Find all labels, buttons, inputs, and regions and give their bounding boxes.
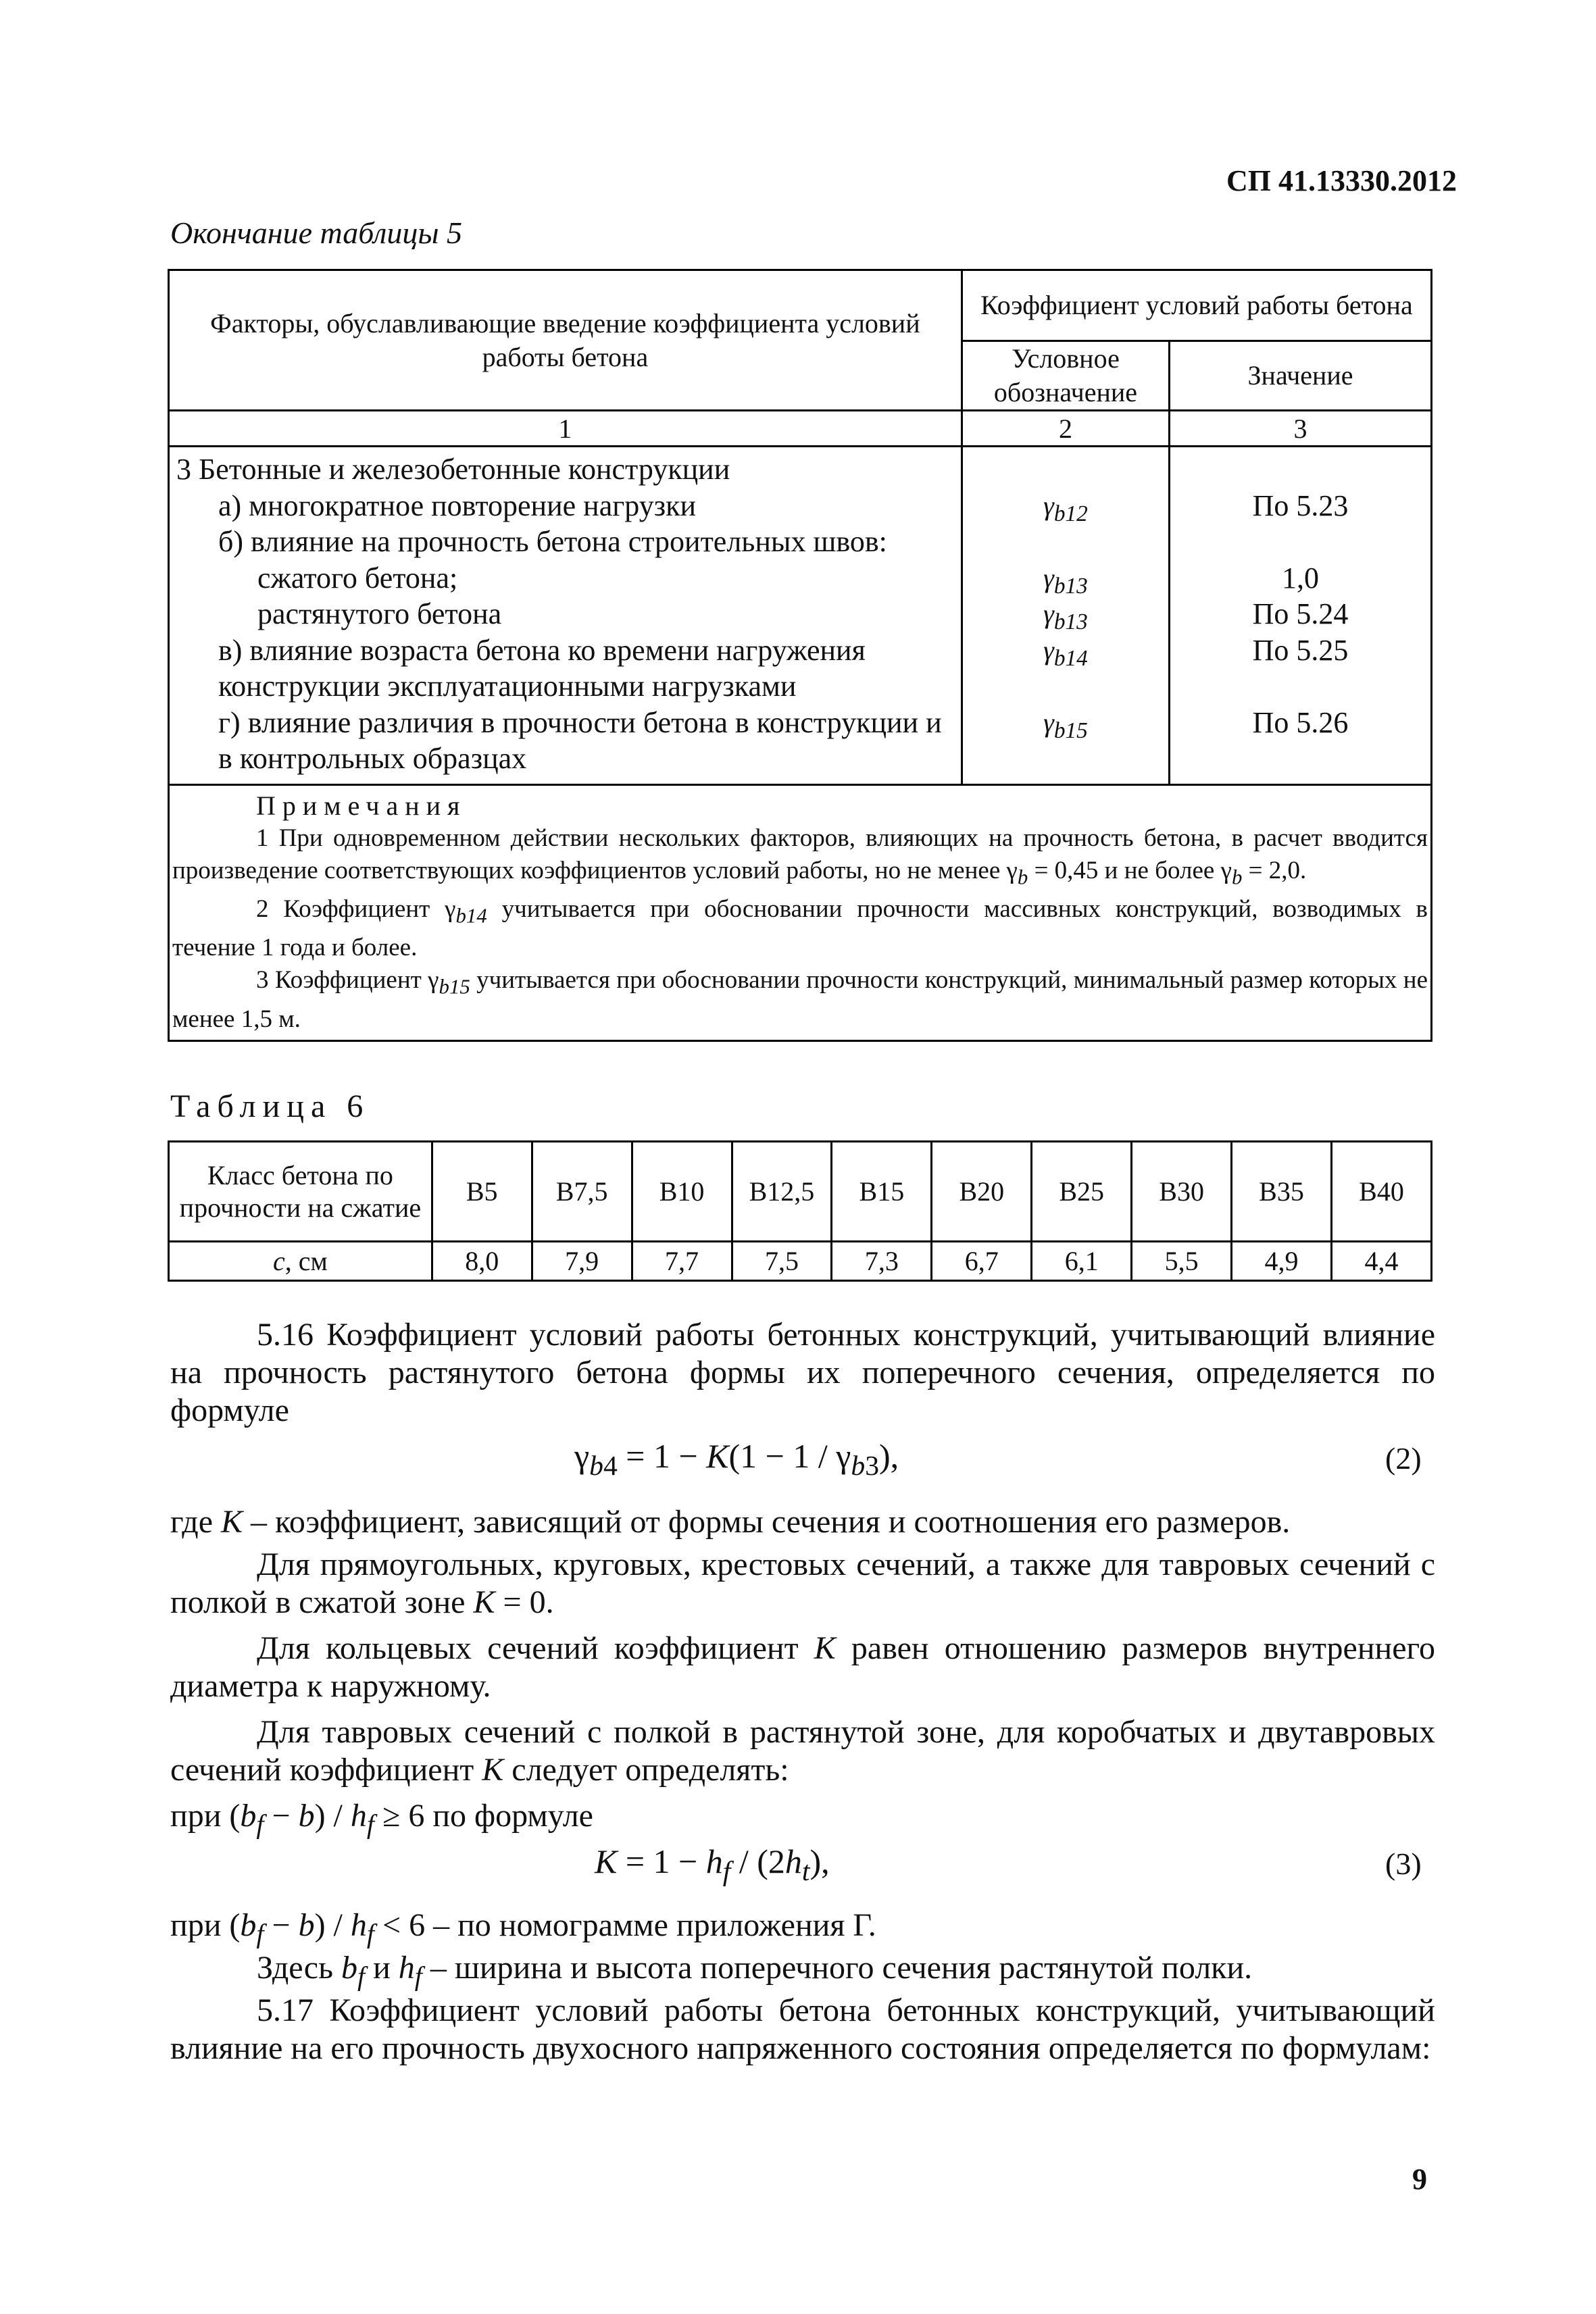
- t5-symbol-0: [970, 451, 1162, 488]
- t5-symbol-4: $\gamma_{b13}$: [1043, 599, 1088, 634]
- t6-value-3: 7,5: [732, 1242, 832, 1281]
- t5-factors-cell: [169, 447, 962, 785]
- paragraph-5-16: 5.16 Коэффициент условий работы бетонных конструкций, учитывающий влияние на прочность растянутого бетона формы их поперечного сечения, определяется по формуле: [170, 1317, 1435, 1428]
- t6-value-8: 4,9: [1232, 1242, 1332, 1281]
- t5-value-1: По 5.23: [1252, 488, 1349, 522]
- t5-value-2: [1177, 524, 1424, 560]
- note-3: 3 Коэффициент $\gamma_{b15}$ учитывается при обосновании прочности конструкций, минимальный размер которых не менее 1,5 м.: [172, 966, 1428, 1033]
- t6-class-4: B15: [832, 1142, 932, 1242]
- paragraph-5-17: 5.17 Коэффициент условий работы бетона бетонных конструкций, учитывающий влияние на его прочность двухосного напряженного состояния определяется по формулам:: [170, 1992, 1435, 2066]
- t6-value-7: 5,5: [1132, 1242, 1232, 1281]
- formula-2-number: (2): [1385, 1441, 1422, 1476]
- notes-title: Примечания: [256, 790, 467, 821]
- t5-symbol-5: $\gamma_{b14}$: [1043, 634, 1088, 671]
- t5-value-0: [1177, 451, 1424, 488]
- t5-factor-1: а) многократное повторение нагрузки: [218, 488, 697, 522]
- t5-value-4: По 5.24: [1252, 597, 1349, 630]
- table-5: [168, 269, 1432, 1042]
- t5-factor-0: 3 Бетонные и железобетонные конструкции: [176, 453, 730, 486]
- t6-value-1: 7,9: [532, 1242, 632, 1281]
- t5-values-cell: [1170, 447, 1432, 785]
- t5-colnum-3: 3: [1170, 411, 1432, 447]
- para-here: Здесь $b_f$ и $h_f$ – ширина и высота поперечного сечения растянутой полки.: [257, 1950, 1253, 1992]
- table6-caption: Таблица 6: [170, 1088, 370, 1124]
- t5-value-3: 1,0: [1282, 561, 1320, 595]
- formula-3-number: (3): [1385, 1846, 1422, 1881]
- document-code: СП 41.13330.2012: [1226, 164, 1457, 197]
- t6-row-label: c, см: [169, 1242, 432, 1281]
- para-rect: Для прямоугольных, круговых, крестовых сечений, а также для тавровых сечений с полкой в сжатой зоне K = 0.: [170, 1546, 1435, 1620]
- t5-colnum-1: 1: [169, 411, 962, 447]
- t5-value-8: [1177, 740, 1424, 777]
- t5-value-5: По 5.25: [1252, 633, 1349, 667]
- t6-class-9: B40: [1331, 1142, 1431, 1242]
- t6-value-5: 6,7: [932, 1242, 1032, 1281]
- t5-factor-6: конструкции эксплуатационными нагрузками: [218, 670, 797, 703]
- t6-values-row: [169, 1242, 1432, 1281]
- formula-3: $K = 1 - h_f / (2h_t)$,: [595, 1842, 830, 1887]
- t5-symbol-8: [970, 740, 1162, 777]
- t6-class-3: B12,5: [732, 1142, 832, 1242]
- page-number: 9: [1412, 2163, 1427, 2196]
- t5-symbol-3: $\gamma_{b13}$: [1043, 562, 1088, 599]
- t5-symbol-1: $\gamma_{b12}$: [1043, 490, 1088, 526]
- where-k: где K – коэффициент, зависящий от формы сечения и соотношения его размеров.: [170, 1504, 1291, 1540]
- t5-notes: [169, 784, 1432, 1040]
- para-ring: Для кольцевых сечений коэффициент K равен отношению размеров внутреннего диаметра к наружному.: [170, 1630, 1435, 1704]
- t6-value-9: 4,4: [1331, 1242, 1431, 1281]
- table5-caption: Окончание таблицы 5: [170, 216, 462, 250]
- table-6: [168, 1140, 1432, 1282]
- t5-symbols-cell: [962, 447, 1169, 785]
- t6-value-4: 7,3: [832, 1242, 932, 1281]
- t5-symbol-6: [970, 668, 1162, 705]
- t5-col3-header: Значение: [1170, 341, 1432, 411]
- t6-class-5: B20: [932, 1142, 1032, 1242]
- formula-2: $\gamma_{b4} = 1 - K(1 - 1 / \gamma_{b3})$,: [574, 1437, 899, 1482]
- t6-value-0: 8,0: [432, 1242, 532, 1281]
- t5-factor-4: растянутого бетона: [257, 597, 502, 630]
- t6-value-6: 6,1: [1032, 1242, 1132, 1281]
- t6-class-8: B35: [1232, 1142, 1332, 1242]
- t5-symbol-2: [970, 524, 1162, 560]
- t5-col2-header: Условное обозначение: [962, 341, 1169, 411]
- t6-header-row: [169, 1142, 1432, 1242]
- t5-factor-7: г) влияние различия в прочности бетона в конструкции и: [218, 705, 942, 739]
- t6-class-7: B30: [1132, 1142, 1232, 1242]
- t5-factor-2: б) влияние на прочность бетона строительных швов:: [218, 525, 887, 558]
- t5-factor-8: в контрольных образцах: [218, 742, 527, 775]
- t5-col23-header: Коэффициент условий работы бетона: [962, 270, 1431, 341]
- t6-class-6: B25: [1032, 1142, 1132, 1242]
- condition-2: при $(b_f - b) / h_f < 6$ – по номограмме приложения Г.: [170, 1907, 876, 1949]
- t5-colnum-2: 2: [962, 411, 1169, 447]
- t5-symbol-7: $\gamma_{b15}$: [1043, 707, 1088, 743]
- para-tee: Для тавровых сечений с полкой в растянутой зоне, для коробчатых и двутавровых сечений коэффициент K следует определять:: [170, 1714, 1435, 1788]
- condition-1: при $(b_f - b) / h_f \ge 6$ по формуле: [170, 1798, 593, 1840]
- t5-factor-5: в) влияние возраста бетона ко времени нагружения: [218, 633, 866, 667]
- t5-value-6: [1177, 668, 1424, 705]
- t6-class-0: B5: [432, 1142, 532, 1242]
- note-1: 1 При одновременном действии нескольких факторов, влияющих на прочность бетона, в расчет вводится произведение соответствующих коэффициентов условий работы, но не менее $\gamma_b = 0,45$ и не более $\gamma_b = 2,0$.: [172, 824, 1428, 888]
- t6-value-2: 7,7: [632, 1242, 732, 1281]
- t6-header-label: Класс бетона по прочности на сжатие: [169, 1142, 432, 1242]
- t5-factor-3: сжатого бетона;: [257, 561, 458, 595]
- note-2: 2 Коэффициент $\gamma_{b14}$ учитывается при обосновании прочности массивных конструкций, возводимых в течение 1 года и более.: [172, 895, 1428, 962]
- t6-class-1: B7,5: [532, 1142, 632, 1242]
- t6-class-2: B10: [632, 1142, 732, 1242]
- t5-value-7: По 5.26: [1252, 705, 1349, 739]
- t5-col1-header: Факторы, обуславливающие введение коэффициента условий работы бетона: [169, 270, 962, 411]
